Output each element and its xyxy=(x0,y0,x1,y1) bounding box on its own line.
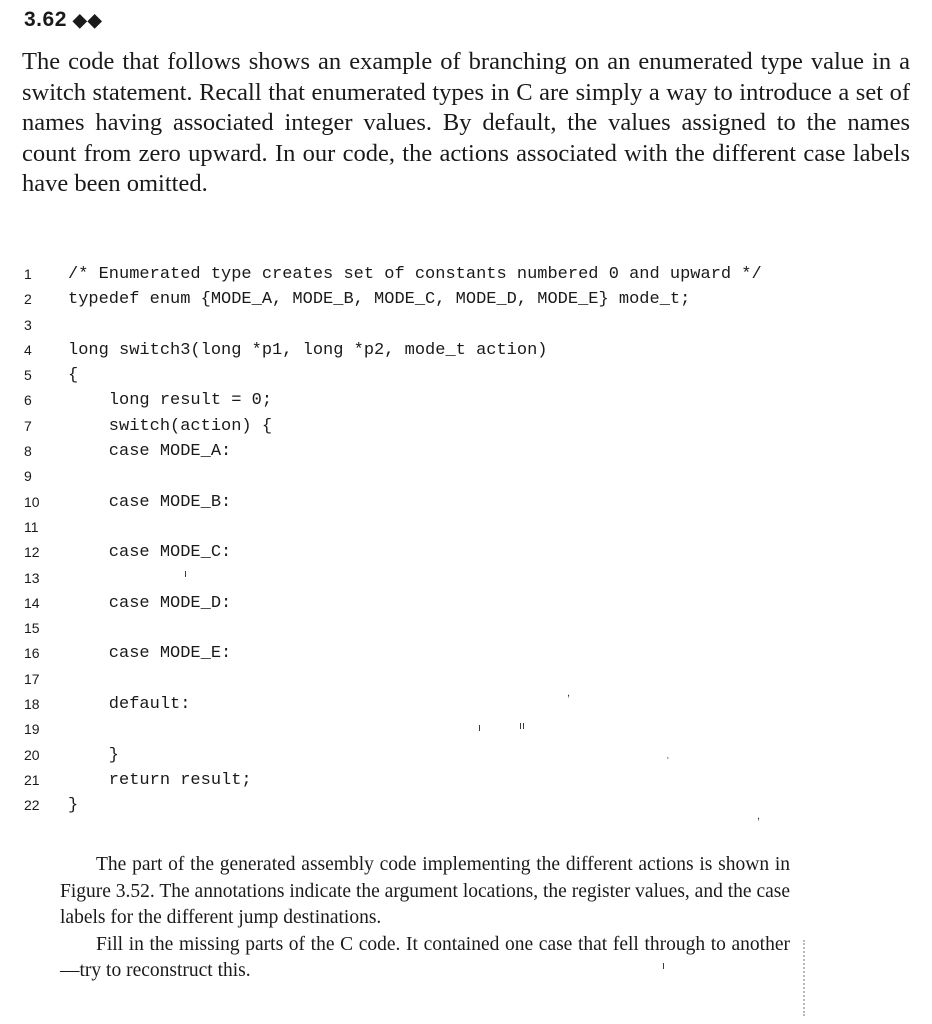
code-line xyxy=(24,363,904,388)
scan-speck: ıı xyxy=(519,720,526,732)
exercise-heading xyxy=(24,8,103,32)
code-text: default: xyxy=(68,695,191,715)
line-number: 17 xyxy=(24,670,40,687)
line-number: 5 xyxy=(24,367,32,384)
line-number: 2 xyxy=(24,291,32,308)
line-number: 4 xyxy=(24,341,32,358)
code-text: /* Enumerated type creates set of constants numbered 0 and upward */ xyxy=(68,265,762,284)
line-number: 7 xyxy=(24,417,32,434)
code-text: } xyxy=(68,745,120,765)
code-line xyxy=(24,616,904,641)
code-line xyxy=(24,743,904,768)
code-line xyxy=(24,591,904,616)
line-number: 21 xyxy=(24,771,40,788)
code-line xyxy=(24,793,904,818)
exercise-number: 3.62 xyxy=(24,8,67,31)
code-text: case MODE_C: xyxy=(68,543,232,563)
line-number: 14 xyxy=(24,594,40,611)
line-number: 13 xyxy=(24,569,40,586)
intro-paragraph: The code that follows shows an example of branching on an enumerated type value in a switch statement. Recall that enumerated types in C are simply a way to introduce a set of names having associated integer values. By default, the values assigned to the names count from zero upward. In our code, the actions associated with the different case labels have been omitted. xyxy=(22,48,910,197)
scan-speck: , xyxy=(757,810,761,822)
code-line xyxy=(24,667,904,692)
code-line xyxy=(24,768,904,793)
code-line xyxy=(24,641,904,666)
line-number: 11 xyxy=(24,518,39,535)
line-number: 16 xyxy=(24,645,40,662)
code-line xyxy=(24,717,904,742)
code-text: switch(action) { xyxy=(68,416,273,436)
code-text: long switch3(long *p1, long *p2, mode_t action) xyxy=(68,340,548,360)
scan-speck: ı xyxy=(478,722,482,734)
code-text: long result = 0; xyxy=(68,391,273,411)
margin-dotted-line xyxy=(803,940,807,1016)
closing-text xyxy=(60,852,790,985)
scan-speck: , xyxy=(567,687,571,699)
code-line xyxy=(24,439,904,464)
code-line xyxy=(24,287,904,312)
assembly-reference-paragraph: The part of the generated assembly code implementing the different actions is shown in Figure 3.52. The annotations indicate the argument locations, the register values, and the case labels for the different jump destinations. xyxy=(60,854,790,928)
code-line xyxy=(24,388,904,413)
code-text: case MODE_A: xyxy=(68,442,232,462)
line-number: 6 xyxy=(24,392,32,409)
line-number: 1 xyxy=(24,266,32,282)
difficulty-marker: ◆◆ xyxy=(72,10,103,30)
scan-speck: ı xyxy=(662,960,666,972)
code-line xyxy=(24,414,904,439)
code-line xyxy=(24,464,904,489)
code-line xyxy=(24,262,904,287)
code-text: { xyxy=(68,366,79,386)
line-number: 8 xyxy=(24,443,32,460)
code-text: return result; xyxy=(68,770,252,790)
code-line xyxy=(24,338,904,363)
line-number: 19 xyxy=(24,721,40,738)
scan-speck: · xyxy=(666,752,670,764)
line-number: 12 xyxy=(24,544,40,561)
code-text: case MODE_D: xyxy=(68,593,232,613)
line-number: 18 xyxy=(24,696,40,713)
line-number: 22 xyxy=(24,797,40,814)
scan-speck: ı xyxy=(184,568,188,580)
code-text: typedef enum {MODE_A, MODE_B, MODE_C, MODE_D, MODE_E} mode_t; xyxy=(68,290,691,310)
code-line xyxy=(24,515,904,540)
line-number: 10 xyxy=(24,493,40,510)
code-line xyxy=(24,540,904,565)
line-number: 15 xyxy=(24,620,40,637)
code-listing xyxy=(24,262,904,819)
code-line xyxy=(24,692,904,717)
code-line xyxy=(24,566,904,591)
line-number: 3 xyxy=(24,316,32,333)
line-number: 20 xyxy=(24,746,40,763)
line-number: 9 xyxy=(24,468,32,485)
code-text: } xyxy=(68,796,79,816)
code-text: case MODE_E: xyxy=(68,644,232,664)
code-line xyxy=(24,313,904,338)
code-line xyxy=(24,490,904,515)
task-paragraph: Fill in the missing parts of the C code. It contained one case that fell through to another—try to reconstruct this. xyxy=(60,933,790,981)
code-text: case MODE_B: xyxy=(68,492,232,512)
